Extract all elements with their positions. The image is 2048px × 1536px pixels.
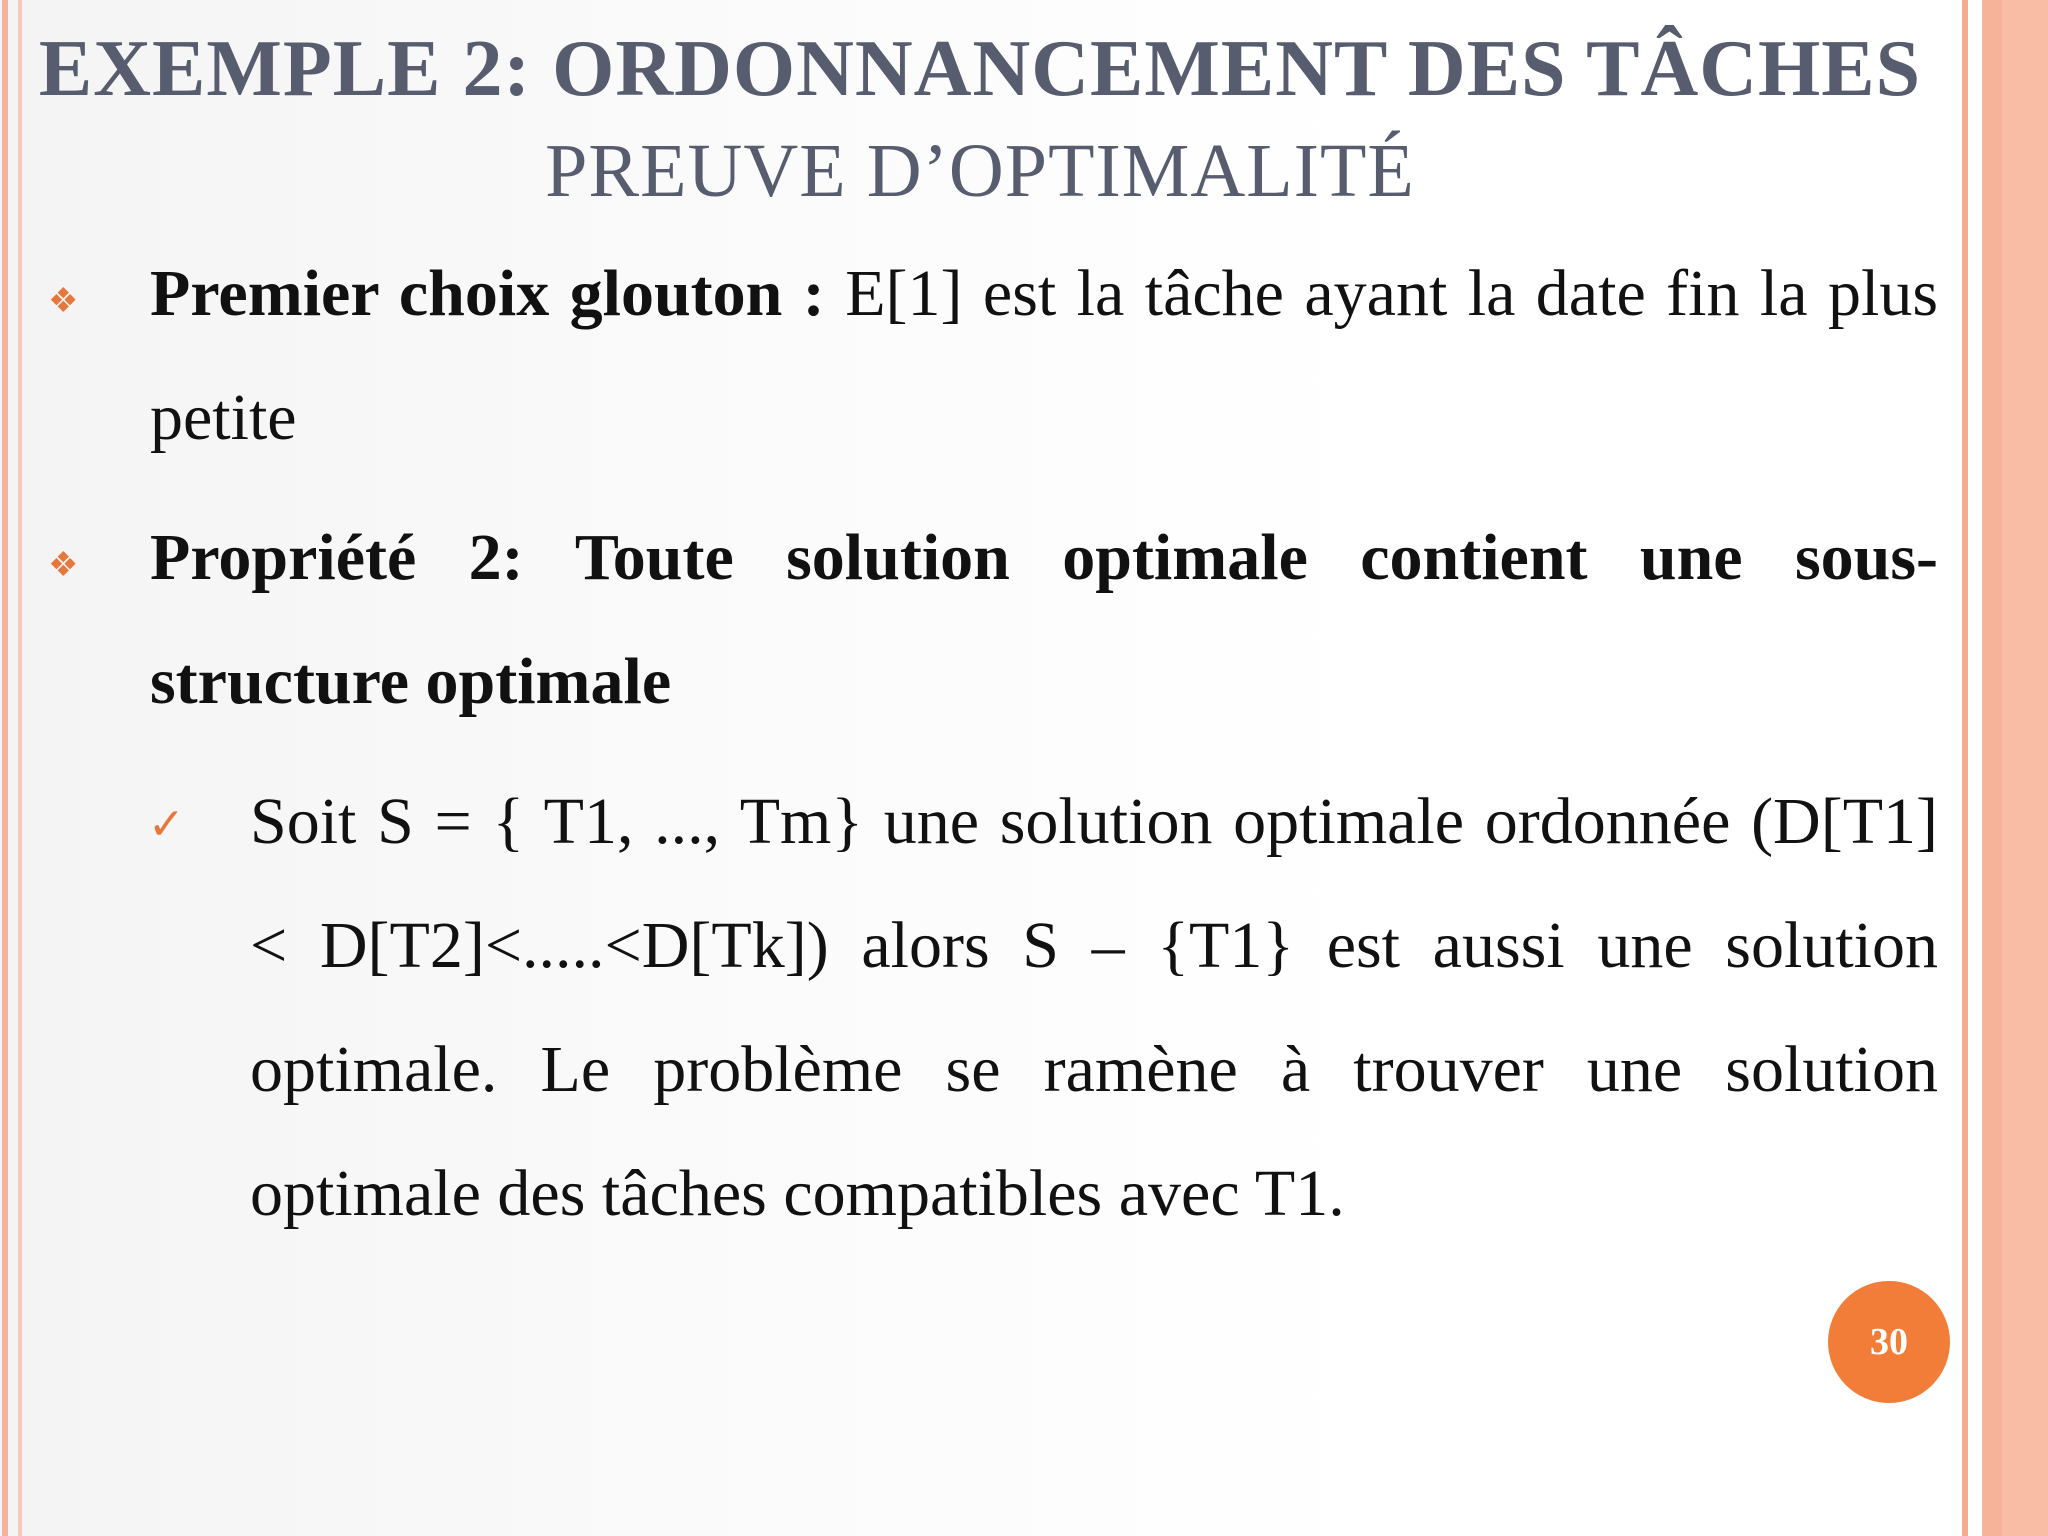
- bullet-bold-label: Premier choix glouton :: [150, 257, 825, 330]
- right-border-gap: [1968, 0, 1982, 1536]
- bullet-propriete-2: Propriété 2: Toute solution optimale contient une sous-structure optimale: [150, 521, 1938, 718]
- right-border-stripe-wide: [1982, 0, 2002, 1536]
- bullet-premier-choix: [150, 232, 1938, 480]
- slide-subtitle: PREUVE D’OPTIMALITÉ: [545, 129, 1415, 213]
- diamond-bullet-icon: ❖: [48, 283, 79, 320]
- bullet-text: E[1] est la tâche ayant la date fin la plus petite: [150, 257, 1939, 454]
- page-number-badge: 30: [1828, 1281, 1950, 1403]
- slide-title: EXEMPLE 2: ORDONNANCEMENT DES TÂCHES: [38, 25, 1922, 113]
- sub-bullet-soit-s: Soit S = { T1, ..., Tm} une solution optimale ordonnée (D[T1] < D[T2]<.....<D[Tk]) alors S – {T1} est aussi une solution optimale. Le problème se ramène à trouver une solution optimale des tâches compatibles avec T1.: [250, 785, 1938, 1230]
- checkmark-icon: ✓: [148, 800, 185, 849]
- right-border-band: [2002, 0, 2048, 1536]
- left-border-line: [2, 0, 8, 1536]
- left-border-line-inner: [18, 0, 22, 1536]
- diamond-bullet-icon: ❖: [48, 547, 79, 584]
